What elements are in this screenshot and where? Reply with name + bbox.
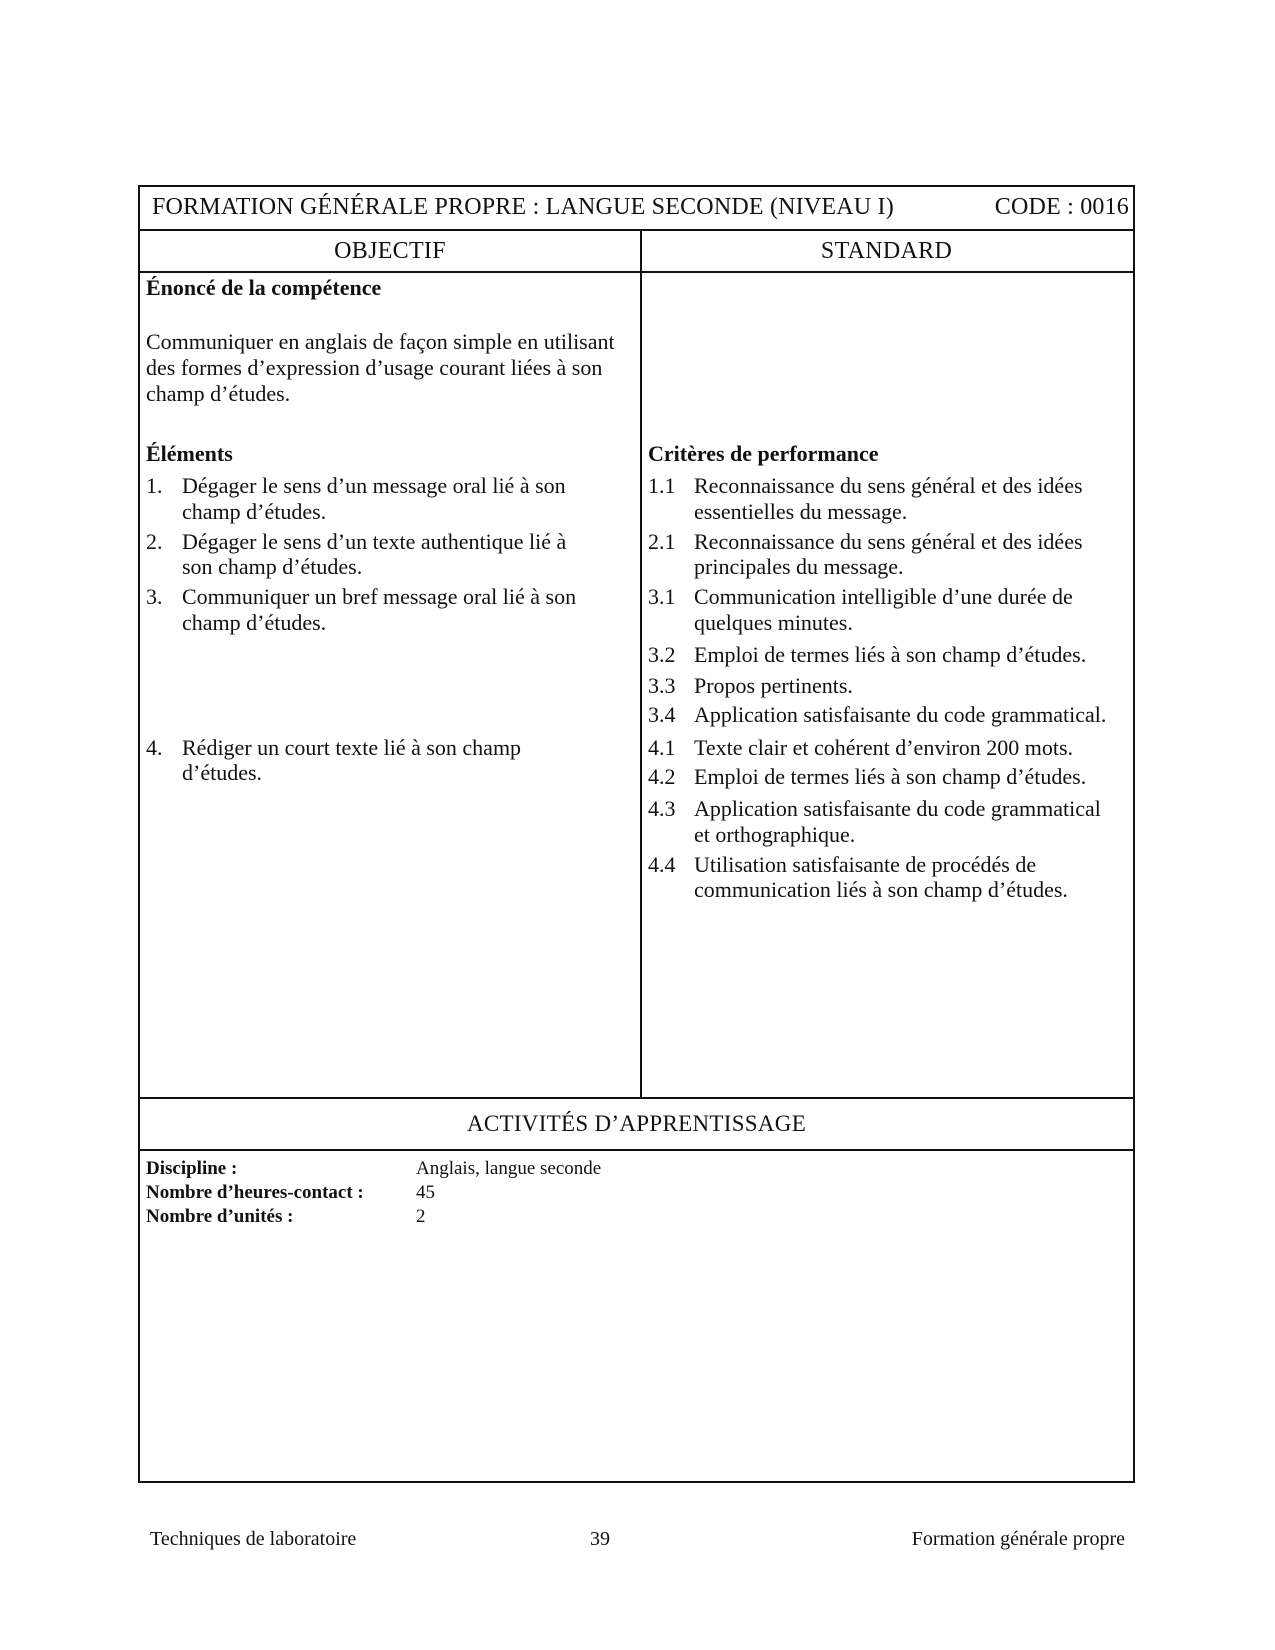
column-divider [640, 231, 642, 1099]
criterion-text-line: Utilisation satisfaisante de procédés de [694, 852, 1037, 877]
element-text-line: son champ d’études. [182, 554, 363, 579]
competence-heading: Énoncé de la compétence [146, 275, 382, 300]
element-text-line: Communiquer un bref message oral lié à son [182, 584, 577, 609]
criterion-text-line: Propos pertinents. [694, 673, 853, 698]
element-text-line: champ d’études. [182, 499, 327, 524]
criterion-number: 1.1 [648, 473, 676, 498]
criterion-text-line: Emploi de termes liés à son champ d’études. [694, 764, 1087, 789]
course-code: CODE : 0016 [994, 194, 1129, 220]
competency-table [138, 185, 1135, 1483]
info-value: 2 [416, 1206, 426, 1227]
element-number: 3. [146, 584, 163, 609]
criterion-text-line: Application satisfaisante du code grammatical [694, 796, 1101, 821]
criterion-text-line: et orthographique. [694, 822, 856, 847]
info-label: Nombre d’unités : [146, 1206, 294, 1227]
footer-right: Formation générale propre [911, 1528, 1125, 1550]
criterion-text-line: Reconnaissance du sens général et des idées [694, 473, 1083, 498]
criterion-number: 4.1 [648, 735, 676, 760]
info-value: Anglais, langue seconde [416, 1158, 602, 1179]
column-header-standard: STANDARD [640, 231, 1133, 273]
competence-text-line: Communiquer en anglais de façon simple en utilisant [146, 329, 615, 354]
criterion-text-line: Application satisfaisante du code grammatical. [694, 702, 1107, 727]
criterion-text-line: Communication intelligible d’une durée de [694, 584, 1073, 609]
element-number: 4. [146, 735, 163, 760]
competence-text-line: champ d’études. [146, 381, 291, 406]
criterion-text-line: Texte clair et cohérent d’environ 200 mots. [694, 735, 1074, 760]
criterion-number: 4.2 [648, 764, 676, 789]
page-number: 39 [590, 1528, 610, 1550]
criterion-number: 3.2 [648, 642, 676, 667]
info-value: 45 [416, 1182, 435, 1203]
criterion-number: 4.4 [648, 852, 676, 877]
element-text-line: Dégager le sens d’un texte authentique lié à [182, 529, 567, 554]
footer-left: Techniques de laboratoire [150, 1528, 357, 1550]
element-text-line: d’études. [182, 760, 263, 785]
criterion-text-line: quelques minutes. [694, 610, 853, 635]
criterion-text-line: principales du message. [694, 554, 904, 579]
criterion-text-line: communication liés à son champ d’études. [694, 877, 1068, 902]
competence-text-line: des formes d’expression d’usage courant liées à son [146, 355, 603, 380]
info-label: Nombre d’heures-contact : [146, 1182, 364, 1203]
criteria-heading: Critères de performance [648, 441, 879, 466]
criterion-text-line: Reconnaissance du sens général et des idées [694, 529, 1083, 554]
info-label: Discipline : [146, 1158, 238, 1179]
criterion-number: 2.1 [648, 529, 676, 554]
criterion-number: 4.3 [648, 796, 676, 821]
element-text-line: Rédiger un court texte lié à son champ [182, 735, 522, 760]
element-text-line: Dégager le sens d’un message oral lié à son [182, 473, 566, 498]
activities-heading: ACTIVITÉS D’APPRENTISSAGE [140, 1099, 1133, 1151]
criterion-text-line: essentielles du message. [694, 499, 908, 524]
elements-heading: Éléments [146, 441, 233, 466]
element-number: 1. [146, 473, 163, 498]
criterion-number: 3.1 [648, 584, 676, 609]
criterion-text-line: Emploi de termes liés à son champ d’études. [694, 642, 1087, 667]
criterion-number: 3.3 [648, 673, 676, 698]
course-title: FORMATION GÉNÉRALE PROPRE : LANGUE SECONDE (NIVEAU I) [152, 194, 894, 220]
table-header-row [140, 187, 1133, 231]
column-header-objectif: OBJECTIF [140, 231, 640, 273]
element-text-line: champ d’études. [182, 610, 327, 635]
element-number: 2. [146, 529, 163, 554]
criterion-number: 3.4 [648, 702, 676, 727]
